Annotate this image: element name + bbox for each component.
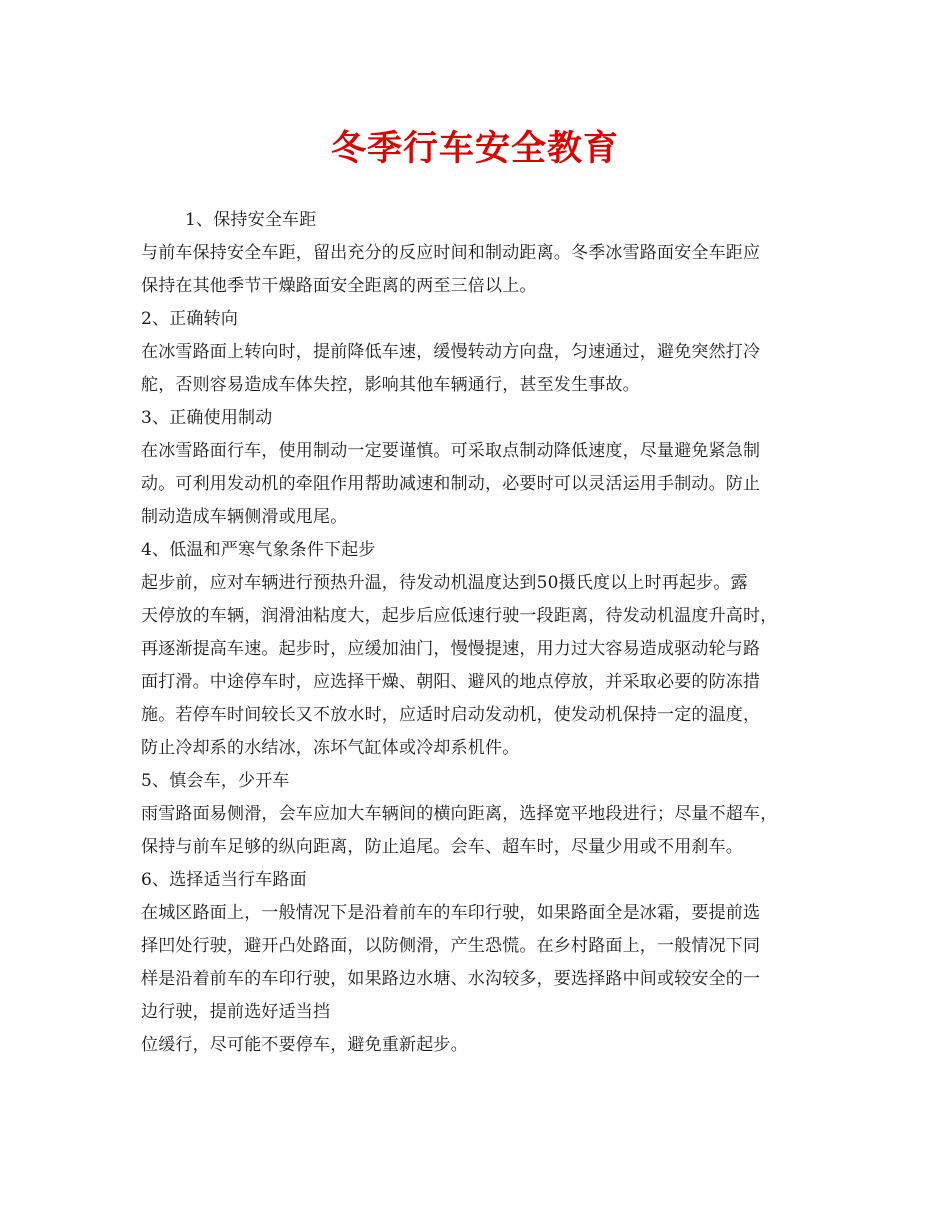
paragraph-line: 制动造成车辆侧滑或甩尾。 xyxy=(141,507,348,527)
document-title: 冬季行车安全教育 xyxy=(330,128,619,169)
paragraph-line: 保持在其他季节干燥路面安全距离的两至三倍以上。 xyxy=(141,276,537,296)
paragraph-line: 雨雪路面易侧滑，会车应加大车辆间的横向距离，选择宽平地段进行；尽量不超车， xyxy=(141,804,778,824)
document-body xyxy=(141,204,821,1062)
paragraph-line: 在城区路面上，一般情况下是沿着前车的车印行驶，如果路面全是冰霜，要提前选 xyxy=(141,903,761,923)
paragraph-line: 舵，否则容易造成车体失控，影响其他车辆通行，甚至发生事故。 xyxy=(141,375,640,395)
section-heading-4: 4、低温和严寒气象条件下起步 xyxy=(141,540,376,560)
section-heading-6: 6、选择适当行车路面 xyxy=(141,870,307,890)
paragraph-line: 天停放的车辆，润滑油粘度大，起步后应低速行驶一段距离，待发动机温度升高时， xyxy=(141,606,778,626)
paragraph-line: 防止冷却系的水结冰，冻坏气缸体或冷却系机件。 xyxy=(141,738,520,758)
paragraph-line: 施。若停车时间较长又不放水时，应适时启动发动机，使发动机保持一定的温度， xyxy=(141,705,761,725)
paragraph-line: 动。可利用发动机的牵阻作用帮助减速和制动，必要时可以灵活运用手制动。防止 xyxy=(141,474,761,494)
section-heading-1: 1、保持安全车距 xyxy=(185,210,317,230)
paragraph-line: 边行驶，提前选好适当挡 xyxy=(141,1002,331,1022)
paragraph-line: 再逐渐提高车速。起步时，应缓加油门，慢慢提速，用力过大容易造成驱动轮与路 xyxy=(141,639,761,659)
paragraph-line: 与前车保持安全车距，留出充分的反应时间和制动距离。冬季冰雪路面安全车距应 xyxy=(141,243,761,263)
paragraph-line: 样是沿着前车的车印行驶，如果路边水塘、水沟较多，要选择路中间或较安全的一 xyxy=(141,969,761,989)
paragraph-line: 起步前，应对车辆进行预热升温，待发动机温度达到50摄氏度以上时再起步。露 xyxy=(141,573,748,593)
paragraph-line: 择凹处行驶，避开凸处路面，以防侧滑，产生恐慌。在乡村路面上，一般情况下同 xyxy=(141,936,761,956)
paragraph-line: 面打滑。中途停车时，应选择干燥、朝阳、避风的地点停放，并采取必要的防冻措 xyxy=(141,672,761,692)
paragraph-line: 在冰雪路面行车，使用制动一定要谨慎。可采取点制动降低速度，尽量避免紧急制 xyxy=(141,441,761,461)
paragraph-line: 保持与前车足够的纵向距离，防止追尾。会车、超车时，尽量少用或不用刹车。 xyxy=(141,837,743,857)
paragraph-line: 在冰雪路面上转向时，提前降低车速，缓慢转动方向盘，匀速通过，避免突然打冷 xyxy=(141,342,761,362)
section-heading-2: 2、正确转向 xyxy=(141,309,239,329)
section-heading-5: 5、慎会车，少开车 xyxy=(141,771,290,791)
section-heading-3: 3、正确使用制动 xyxy=(141,408,273,428)
paragraph-line: 位缓行，尽可能不要停车，避免重新起步。 xyxy=(141,1035,468,1055)
